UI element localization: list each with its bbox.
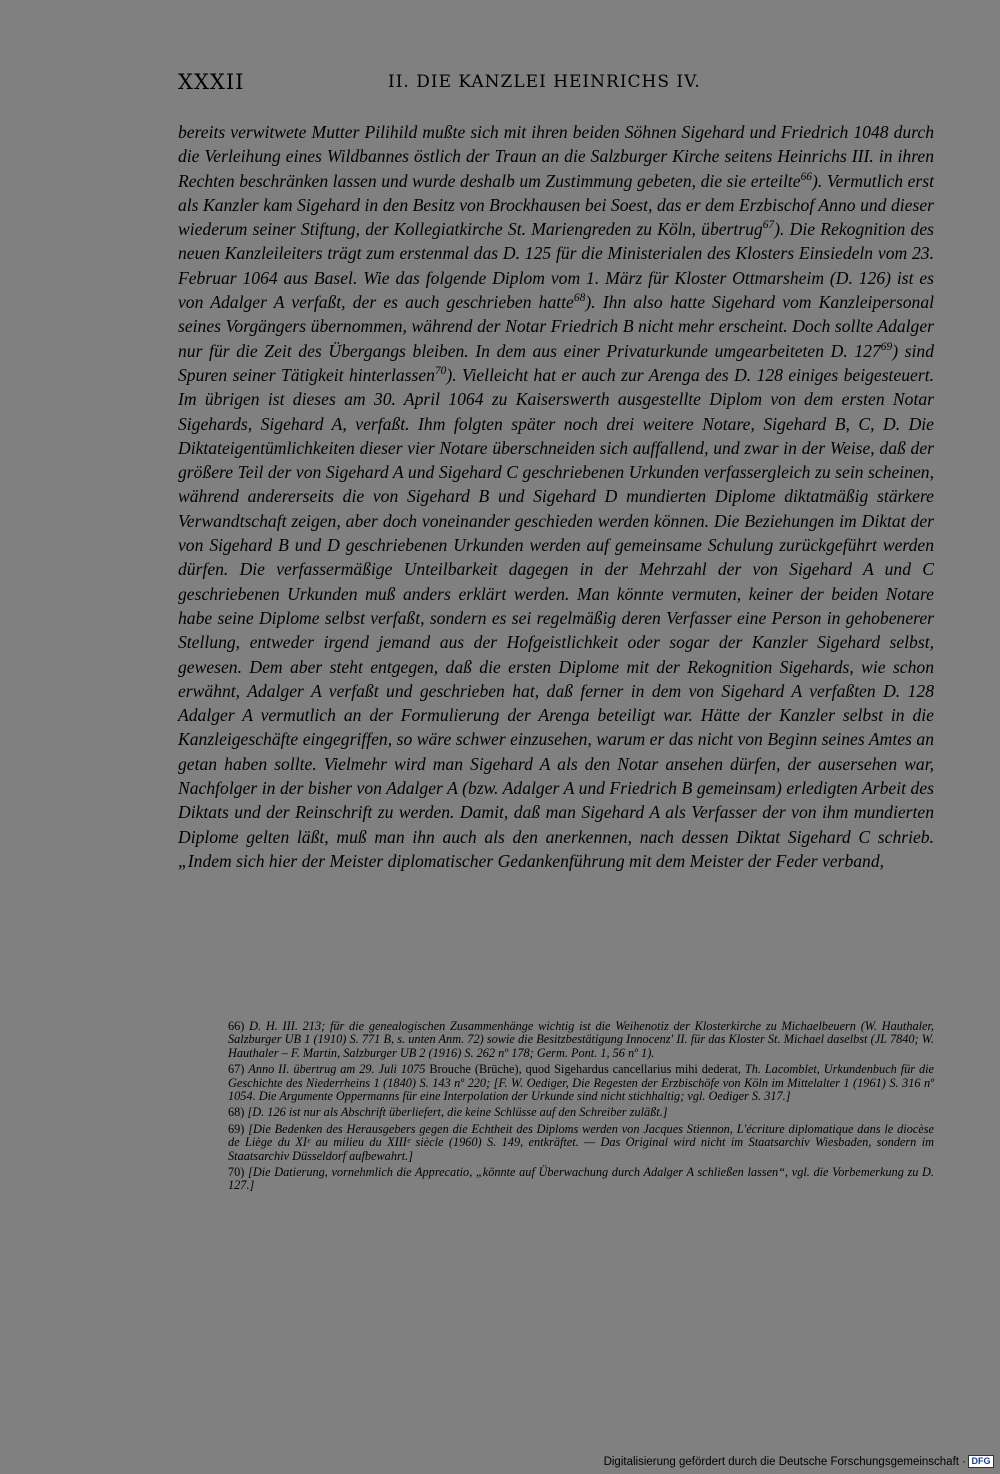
text-run: ). Vielleicht hat er auch zur Arenga des D. 128 einiges beigesteuert. Im übrigen ist dieses am 30. April 1064 zu Kaiserswerth ausgestellte Diplom von dem ersten Notar Sigehards, Sigehard A, verfaßt. Ihm folgten später noch drei weitere Notare, Sigehard B, C, D. Die Diktateigentümlichkeiten dieser vier Notare überschneiden sich auffallend, und zwar in der Weise, daß der größere Teil der von Sigehard A und Sigehard C geschriebenen Urkunden verfassergleich zu sein scheinen, während andererseits die von Sigehard B und Sigehard D mundierten Diplome diktatmäßig stärkere Verwandtschaft zeigen, aber doch voneinander geschieden werden können. Die Beziehungen im Diktat der von Sigehard B und D geschriebenen Urkunden werden auf gemeinsame Schulung zurückgeführt werden dürfen. Die verfassermäßige Unteilbarkeit dagegen in der Mehrzahl der von Sigehard A und C geschriebenen Urkunden muß anders erklärt werden. Man könnte vermuten, keiner der beiden Notare habe seine Diplome selbst verfaßt, sondern es sei regelmäßig deren Verfasser eine Person in gehobenerer Stellung, entweder irgend jemand aus der Hofgeistlichkeit oder sogar der Kanzler Sigehard selbst, gewesen. Dem aber steht entgegen, daß die ersten Diplome mit der Rekognition Sigehards, wie schon erwähnt, Adalger A verfaßt und geschrieben hat, daß ferner in dem von Sigehard A verfaßten D. 128 Adalger A vermutlich an der Formulierung der Arenga beteiligt war. Hätte der Kanzler selbst in die Kanzleigeschäfte eingegriffen, so wäre schwer einzusehen, warum er das nicht von Beginn seines Amtes an getan haben sollte. Vielmehr wird man Sigehard A als den Notar ansehen dürfen, der ausersehen war, Nachfolger in der bisher von Adalger A (bzw. Adalger A und Friedrich B gemeinsam) erledigten Arbeit des Diktats und der Reinschrift zu werden. Damit, daß man Sigehard A als Verfasser der von ihm mundierten Diplome gelten läßt, muß man ihn auch als den anerkennen, nach dessen Diktat Sigehard C schrieb. „Indem sich hier der Meister diplomatischer Gedankenführung mit dem Meister der Feder verband, bbox=[178, 364, 934, 871]
text-run: ). Ihn also hatte Sigehard vom Kanzleipersonal seines Vorgängers übernommen, während der Notar Friedrich B nicht mehr erscheint. Doch sollte Adalger nur für die Zeit des Übergangs bleiben. In dem aus einer Privaturkunde umgearbeiteten D. 127 bbox=[178, 292, 934, 361]
footnote-ref-66[interactable]: 66 bbox=[800, 170, 813, 183]
main-text bbox=[178, 120, 934, 873]
footnote-text: [Die Datierung, vornehmlich die Apprecatio, „könnte auf Überwachung durch Adalger A schließen lassen“, vgl. die Vorbemerkung zu D. 127.] bbox=[228, 1165, 935, 1193]
footnote-66 bbox=[228, 1020, 934, 1060]
footnote-text: Anno II. übertrug am 29. Juli 1075 bbox=[248, 1062, 430, 1077]
footnote-ref-68[interactable]: 68 bbox=[573, 292, 586, 305]
page-header bbox=[178, 70, 934, 100]
funding-credit: Digitalisierung gefördert durch die Deutsche Forschungsgemeinschaft · bbox=[603, 1456, 966, 1468]
footnote-text: , Th. Lacomblet, Urkundenbuch für die Geschichte des Niederrheins 1 (1840) S. 143 nº 220; [F. W. Oediger, Die Regesten der Erzbischöfe von Köln im Mittelalter 1 (1961) S. 316 nº 1054. Die Argumente Oppermanns für eine Interpolation der Urkunde sind nicht stichhaltig; vgl. Oediger S. 317.] bbox=[228, 1062, 934, 1104]
running-head: II. DIE KANZLEI HEINRICHS IV. bbox=[388, 72, 701, 92]
footnote-70 bbox=[228, 1166, 934, 1193]
footnote-ref-70[interactable]: 70 bbox=[434, 365, 447, 378]
footnote-text: [Die Bedenken des Herausgebers gegen die Echtheit des Diploms werden von Jacques Stiennon, L'écriture diplomatique dans le diocèse de Liège du XIᵉ au milieu du XIIIᵉ siècle (1960) S. 149, entkräftet. — Das Original wird nicht im Staatsarchiv Wiesbaden, sondern im Staatsarchiv Düsseldorf aufbewahrt.] bbox=[228, 1121, 934, 1163]
footnote-number: 70) bbox=[228, 1165, 245, 1180]
main-paragraph bbox=[178, 120, 934, 873]
footnote-number: 69) bbox=[228, 1121, 245, 1136]
dfg-logo-icon: DFG bbox=[968, 1455, 994, 1468]
footnotes bbox=[228, 1020, 934, 1196]
text-run: ) sind Spuren seiner Tätigkeit hinterlassen bbox=[178, 340, 934, 385]
footnote-text: [D. 126 ist nur als Abschrift überliefert, die keine Schlüsse auf den Schreiber zuläßt.] bbox=[247, 1105, 668, 1120]
text-run: ). Die Rekognition des neuen Kanzleileiters trägt zum erstenmal das D. 125 für die Ministerialen des Klosters Einsiedeln vom 23. Februar 1064 aus Basel. Wie das folgende Diplom vom 1. März für Kloster Ottmarsheim (D. 126) ist es von Adalger A verfaßt, der es auch geschrieben hatte bbox=[178, 219, 934, 313]
text-run: bereits verwitwete Mutter Pilihild mußte sich mit ihren beiden Söhnen Sigehard und Friedrich 1048 durch die Verleihung eines Wildbannes östlich der Traun an die Salzburger Kirche seitens Heinrichs III. in ihren Rechten beschränken lassen und wurde deshalb um Zustimmung gebeten, die sie erteilte bbox=[178, 122, 934, 191]
footnote-ref-67[interactable]: 67 bbox=[762, 219, 775, 232]
footnote-ref-69[interactable]: 69 bbox=[880, 340, 893, 353]
footnote-number: 67) bbox=[228, 1062, 245, 1077]
page-number: XXXII bbox=[178, 70, 245, 94]
footnote-67 bbox=[228, 1063, 934, 1103]
footnote-number: 68) bbox=[228, 1105, 245, 1120]
footnote-69 bbox=[228, 1123, 934, 1163]
footnote-quote: Brouche (Brūche), quod Sigehardus cancellarius mihi dederat bbox=[429, 1062, 738, 1077]
footnote-68 bbox=[228, 1106, 934, 1119]
text-run: ). Vermutlich erst als Kanzler kam Sigehard in den Besitz von Brockhausen bei Soest, das er dem Erzbischof Anno und dieser wiederum seiner Stiftung, der Kollegiatkirche St. Mariengreden zu Köln, übertrug bbox=[178, 170, 934, 240]
footnote-text: D. H. III. 213; für die genealogischen Zusammenhänge wichtig ist die Weihenotiz der Klosterkirche zu Michaelbeuern (W. Hauthaler, Salzburger UB 1 (1910) S. 771 B, s. unten Anm. 72) sowie die Besitzbestätigung Innocenz' II. für das Kloster St. Michael daselbst (JL 7840; W. Hauthaler – F. Martin, Salzburger UB 2 (1916) S. 262 nº 178; Germ. Pont. 1, 56 nº 1). bbox=[228, 1019, 934, 1060]
footnote-number: 66) bbox=[228, 1019, 245, 1033]
